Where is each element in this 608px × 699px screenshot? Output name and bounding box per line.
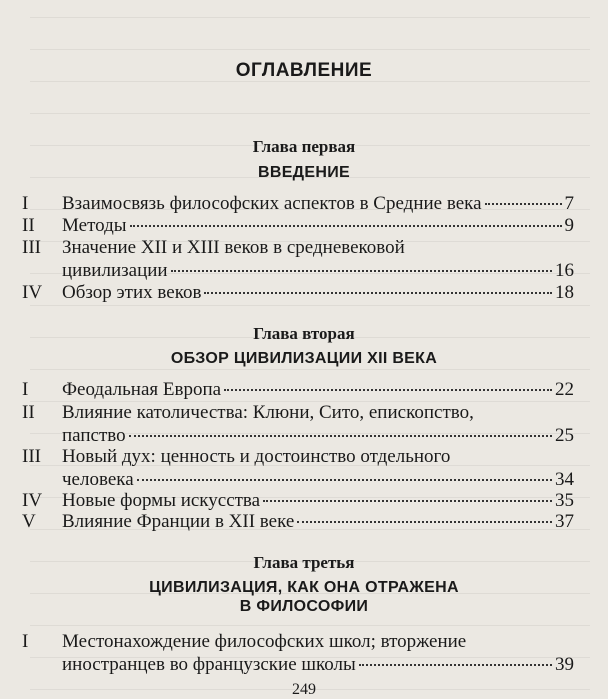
entry-text: Значение XII и XIII веков в средневековой [62,237,405,258]
entry-page: 34 [555,469,574,490]
toc-entry [22,214,574,237]
entry-roman: I [22,631,29,652]
toc-entry [22,192,574,215]
entry-text: Новый дух: ценность и достоинство отдельного [62,446,451,467]
entry-roman: I [22,379,29,400]
entry-text: Местонахождение философских школ; вторжение [62,631,467,652]
entry-text: человека [62,469,134,490]
entry-page: 7 [564,193,574,214]
chapter-1-number: Глава первая [252,137,356,156]
toc-title: ОГЛАВЛЕНИЕ [235,60,373,81]
entry-roman: III [22,446,41,467]
dot-leader [297,521,552,523]
dot-leader [224,389,552,391]
entry-page: 25 [555,425,574,446]
toc-entry [22,236,574,282]
dot-leader [263,500,552,502]
dot-leader [137,479,552,481]
entry-page: 39 [555,654,574,675]
chapter-1-title: ВВЕДЕНИЕ [258,164,350,181]
toc-entry [22,489,574,512]
toc-entry [22,281,574,304]
entry-text: Феодальная Европа [62,379,222,400]
dot-leader [129,435,552,437]
chapter-2-title: ОБЗОР ЦИВИЛИЗАЦИИ XII ВЕКА [170,350,438,367]
toc-entry [22,630,574,676]
chapter-2-number: Глава вторая [253,324,355,343]
entry-page: 22 [555,379,574,400]
dot-leader [130,225,562,227]
chapter-3-number: Глава третья [253,553,355,572]
chapter-3-title-line-2: В ФИЛОСОФИИ [239,598,369,615]
entry-roman: IV [22,282,43,303]
entry-text: Влияние католичества: Клюни, Сито, епископство, [62,402,474,423]
dot-leader [204,292,552,294]
entry-roman: III [22,237,41,258]
entry-page: 37 [555,511,574,532]
entry-roman: I [22,193,29,214]
entry-text: Новые формы искусства [62,490,261,511]
dot-leader [485,203,562,205]
entry-text: Методы [62,215,127,236]
toc-entry [22,510,574,533]
entry-text: папство [62,425,126,446]
entry-text: иностранцев во французские школы [62,654,356,675]
toc-entry [22,445,574,491]
entry-roman: V [22,511,36,532]
chapter-3-title-line-1: ЦИВИЛИЗАЦИЯ, КАК ОНА ОТРАЖЕНА [149,579,459,596]
entry-text: Обзор этих веков [62,282,202,303]
entry-text: Влияние Франции в XII веке [62,511,295,532]
entry-roman: II [22,402,35,423]
entry-roman: II [22,215,35,236]
toc-entry [22,378,574,401]
dot-leader [171,270,552,272]
entry-text: Взаимосвязь философских аспектов в Средние века [62,193,482,214]
page-number: 249 [292,681,316,698]
toc-entry [22,401,574,447]
dot-leader [359,664,552,666]
entry-page: 9 [564,215,574,236]
entry-roman: IV [22,490,43,511]
entry-page: 16 [555,260,574,281]
entry-page: 35 [555,490,574,511]
entry-page: 18 [555,282,574,303]
entry-text: цивилизации [62,260,168,281]
